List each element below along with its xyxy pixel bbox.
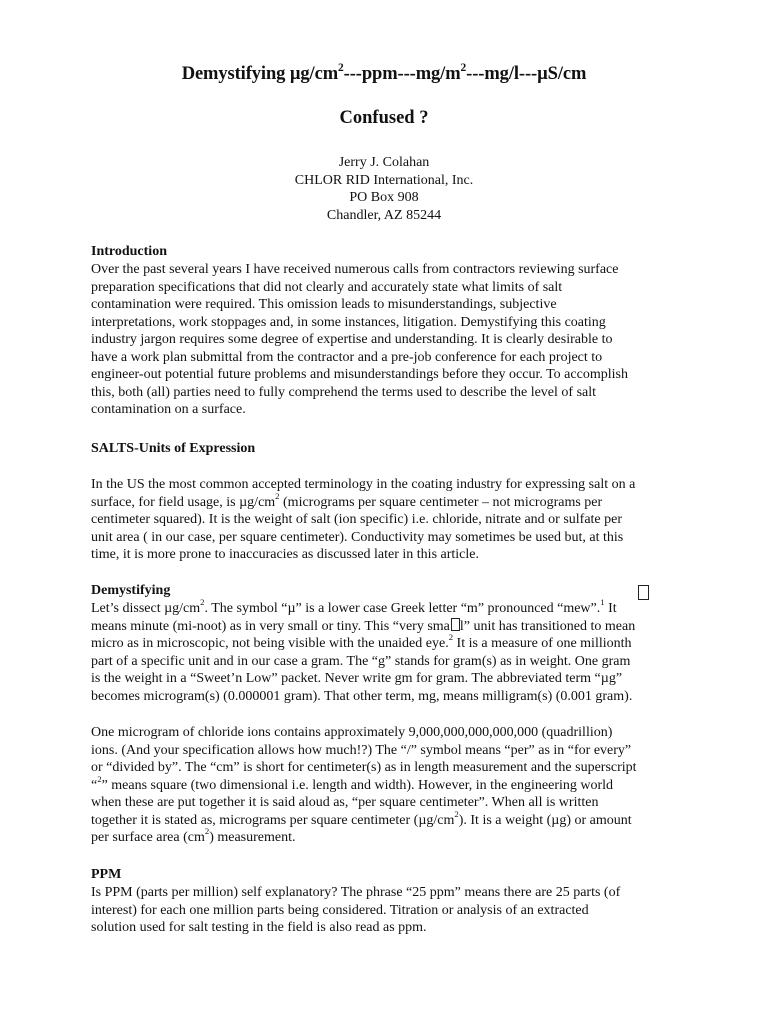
text-line: contamination were required. This omission leads to misunderstandings, subjective xyxy=(91,297,557,312)
section-heading-salts: SALTS-Units of Expression xyxy=(91,441,256,456)
text-line: have a work plan submittal from the contractor and a pre-job conference for each project to xyxy=(91,349,603,365)
text-run: (micrograms per square centimeter – not micrograms per xyxy=(279,494,603,510)
text-run: ) measurement. xyxy=(209,830,296,845)
footnote-marker: 1 xyxy=(600,597,605,608)
title-superscript-1: 2 xyxy=(338,61,344,74)
text-line: Is PPM (parts per million) self explanatory? The phrase “25 ppm” means there are 25 parts (of xyxy=(91,885,621,900)
text-run: per surface area (cm xyxy=(91,830,205,845)
document-subtitle: Confused ? xyxy=(339,108,429,128)
text-line xyxy=(91,597,691,618)
title-part-1: Demystifying µg/cm xyxy=(181,64,339,84)
text-line: this, both (all) parties need to fully comprehend the terms used to describe the level of salt xyxy=(91,384,597,400)
text-line: or “divided by”. The “cm” is short for centimeter(s) as in length measurement and the superscript xyxy=(91,760,637,775)
text-run: micro as in microscopic, not being visible with the unaided eye. xyxy=(91,636,449,651)
superscript: 2 xyxy=(204,826,210,837)
author-city: Chandler, AZ 85244 xyxy=(326,207,442,223)
text-line: contamination on a surface. xyxy=(91,402,246,417)
text-line: preparation specifications that did not clearly and accurately state what limits of salt xyxy=(91,279,563,295)
text-line: is the weight in a “Sweet’n Low” packet. Never write gm for gram. The abbreviated term “µg” xyxy=(91,671,623,686)
text-run: together it is stated as, micrograms per square centimeter (µg/cm xyxy=(91,812,455,828)
section-heading-demystifying: Demystifying xyxy=(91,583,171,598)
text-run: It is a measure of one millionth xyxy=(453,636,632,651)
text-line: part of a specific unit and in our case a gram. The “g” stands for gram(s) as in weight. One gram xyxy=(91,653,631,669)
title-superscript-2: 2 xyxy=(460,61,467,74)
text-line: industry jargon requires some degree of expertise and understanding. It is clearly desirable to xyxy=(91,332,613,347)
text-run: It xyxy=(604,601,617,616)
missing-glyph-icon xyxy=(451,618,460,631)
text-line: engineer-out potential future problems and misunderstandings before they occur. To accomplish xyxy=(91,367,628,382)
text-line: unit area ( in our case, per square centimeter). Conductivity may sometimes be used but, at this xyxy=(91,529,624,545)
text-line xyxy=(91,826,691,847)
text-line: time, it is more prone to inaccuracies as discussed later in this article. xyxy=(91,547,479,562)
paragraph-demystifying xyxy=(91,597,691,705)
text-line xyxy=(91,808,691,830)
text-run: “ xyxy=(91,777,98,793)
text-line: Over the past several years I have received numerous calls from contractors reviewing surface xyxy=(91,262,619,277)
document-title xyxy=(0,61,768,85)
author-po-box: PO Box 908 xyxy=(349,190,419,205)
text-line xyxy=(91,618,691,636)
text-line xyxy=(91,632,691,653)
text-run: ). It is a weight (µg) or amount xyxy=(458,812,632,828)
text-line: In the US the most common accepted terminology in the coating industry for expressing salt on a xyxy=(91,477,636,492)
paragraph-introduction xyxy=(91,261,691,419)
footnote-marker: 2 xyxy=(448,632,454,643)
text-run: ” means square (two dimensional i.e. length and width). However, in the engineering world xyxy=(101,777,614,793)
author-block xyxy=(0,154,768,224)
text-line: when these are put together it is said aloud as, “per square centimeter”. When all is written xyxy=(91,795,599,810)
text-run: means minute (mi-noot) as in very small or tiny. This “very sma xyxy=(91,618,450,634)
text-line: One microgram of chloride ions contains approximately 9,000,000,000,000,000 (quadrillion) xyxy=(91,725,613,740)
text-line: ions. (And your specification allows how much!?) The “/” symbol means “per” as in “for every” xyxy=(91,742,632,758)
superscript: 2 xyxy=(200,597,205,608)
author-name: Jerry J. Colahan xyxy=(338,155,430,170)
title-part-3: ---mg/l---µS/cm xyxy=(466,64,587,84)
text-line: interest) for each one million parts being considered. Titration or analysis of an extracted xyxy=(91,902,589,918)
text-line: becomes microgram(s) (0.000001 gram). That other term, mg, means milligram(s) (0.001 gram). xyxy=(91,688,633,704)
superscript: 2 xyxy=(97,773,102,784)
title-part-2: ---ppm---mg/m xyxy=(343,64,461,84)
superscript: 2 xyxy=(275,490,280,501)
section-heading-ppm: PPM xyxy=(91,867,122,882)
text-line: centimeter squared). It is the weight of salt (ion specific) i.e. chloride, nitrate and or sulfate per xyxy=(91,512,623,527)
superscript: 2 xyxy=(454,808,459,819)
text-run: l” unit has transitioned to mean xyxy=(459,618,636,634)
text-run: . The symbol “µ” is a lower case Greek letter “m” pronounced “mew”. xyxy=(204,601,601,616)
text-line xyxy=(91,773,691,795)
missing-glyph-box-icon xyxy=(638,585,649,600)
section-heading-introduction: Introduction xyxy=(91,244,167,259)
paragraph-microgram xyxy=(91,724,691,847)
paragraph-ppm xyxy=(91,884,691,937)
text-run: Let’s dissect µg/cm xyxy=(91,601,201,616)
paragraph-salts xyxy=(91,476,691,564)
text-line: interpretations, work stoppages and, in some instances, litigation. Demystifying this coating xyxy=(91,314,606,330)
text-line xyxy=(91,490,691,512)
text-run: surface, for field usage, is µg/cm xyxy=(91,494,276,510)
author-company: CHLOR RID International, Inc. xyxy=(294,172,474,188)
text-line: solution used for salt testing in the field is also read as ppm. xyxy=(91,920,427,935)
